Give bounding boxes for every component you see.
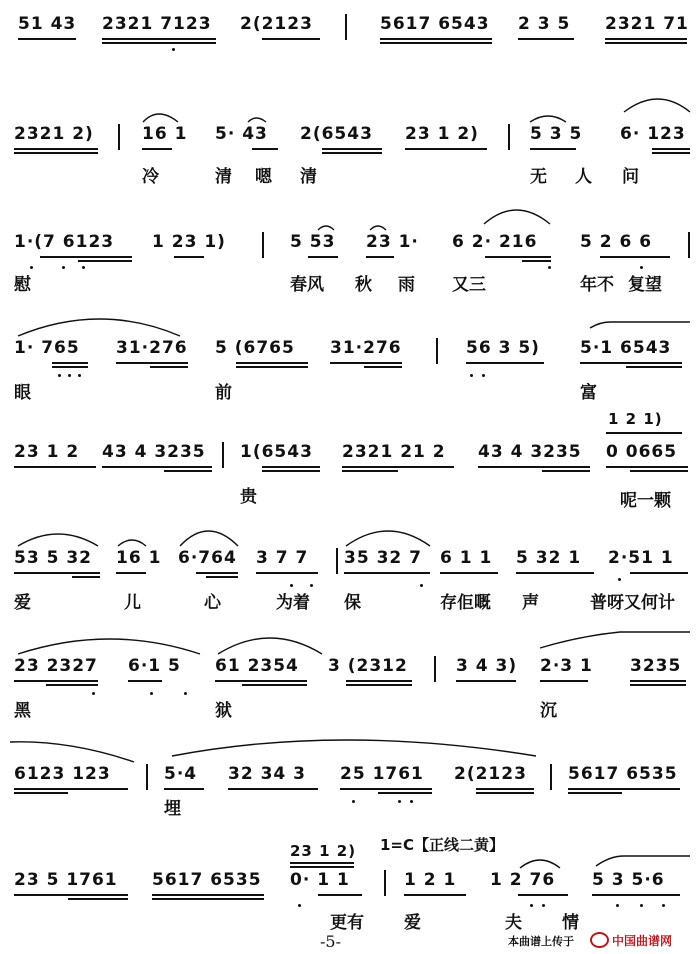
note-group: 1 23 1) xyxy=(152,232,226,252)
lyric-char: 存佢嘅 xyxy=(440,593,491,613)
slur xyxy=(370,226,386,230)
note-group: 2321 21 2 xyxy=(342,442,446,462)
note-group: 43 4 3235 xyxy=(102,442,206,462)
page-number: -5- xyxy=(320,932,341,951)
note-group: 23 2327 xyxy=(14,656,98,676)
lyric-char: 情 xyxy=(562,913,579,933)
note-group: 0 0665 xyxy=(606,442,678,462)
slur xyxy=(180,531,238,546)
note-group: 6· 123 xyxy=(620,124,686,144)
note-group: 23 5 1761 xyxy=(14,870,118,890)
note-group: 5 32 1 xyxy=(516,548,582,568)
note-group: 6·764 xyxy=(178,548,237,568)
note-group: 23 1 2 xyxy=(14,442,80,462)
slur xyxy=(484,210,550,224)
note-group: 2·51 1 xyxy=(608,548,674,568)
slur xyxy=(18,534,98,546)
site-logo-icon xyxy=(590,932,609,948)
note-group: 25 1761 xyxy=(340,764,424,784)
slur xyxy=(218,638,322,654)
note-group: 23 1 2) xyxy=(405,124,479,144)
note-group: 2321 2) xyxy=(14,124,94,144)
note-group: 6 1 1 xyxy=(440,548,493,568)
lyric-char: 埋 xyxy=(164,799,181,819)
lyric-char: 年不 xyxy=(580,275,614,295)
lyric-char: 复望 xyxy=(628,275,662,295)
lyric-char: 呢一颗 xyxy=(620,491,671,511)
slur xyxy=(596,856,690,866)
note-group: 5 2 6 6 xyxy=(580,232,653,252)
note-group: 2 3 5 xyxy=(518,14,571,34)
note-group: 5 53 xyxy=(290,232,336,252)
lyric-char: 秋 xyxy=(355,275,372,295)
lyric-char: 夫 xyxy=(505,913,522,933)
upload-note: 本曲谱上传于 xyxy=(508,935,574,948)
note-group: 3235 xyxy=(630,656,682,676)
note-group: 31·276 xyxy=(330,338,402,358)
note-group: 1·(7 6123 xyxy=(14,232,115,252)
note-group: 5617 6535 xyxy=(152,870,262,890)
note-group: 16 1 xyxy=(116,548,162,568)
note-group: 5617 6535 xyxy=(568,764,678,784)
lyric-char: 富 xyxy=(580,383,597,403)
lyric-char: 雨 xyxy=(398,275,415,295)
note-group: 1· 765 xyxy=(14,338,80,358)
lyric-char: 沉 xyxy=(540,701,557,721)
lyric-char: 黑 xyxy=(14,701,31,721)
lyric-char: 为着 xyxy=(276,593,310,613)
lyric-char: 保 xyxy=(344,593,361,613)
lyric-char: 又三 xyxy=(452,275,486,295)
slur xyxy=(590,322,690,328)
slur xyxy=(346,531,430,546)
lyric-char: 慰 xyxy=(14,275,31,295)
note-group: 2(2123 xyxy=(454,764,527,784)
slur xyxy=(540,632,690,648)
note-group: 5 3 5 xyxy=(530,124,583,144)
note-group: 56 3 5) xyxy=(466,338,540,358)
note-group: 1(6543 xyxy=(240,442,313,462)
lyric-char: 狱 xyxy=(215,701,232,721)
note-group: 16 1 xyxy=(142,124,188,144)
note-group: 53 5 32 xyxy=(14,548,92,568)
note-group: 1 2 1 xyxy=(404,870,457,890)
note-group: 2·3 1 xyxy=(540,656,593,676)
slur xyxy=(624,99,690,112)
note-group: 61 2354 xyxy=(215,656,299,676)
lyric-char: 声 xyxy=(522,593,539,613)
slur xyxy=(143,114,178,122)
note-group: 5617 6543 xyxy=(380,14,490,34)
note-group: 6123 123 xyxy=(14,764,111,784)
note-group: 3 4 3) xyxy=(456,656,518,676)
note-group: 3 7 7 xyxy=(256,548,309,568)
note-group: 2(6543 xyxy=(300,124,373,144)
key-signature: 1=C【正线二黄】 xyxy=(380,836,505,854)
note-group: 5· 43 xyxy=(215,124,268,144)
note-group-above: 23 1 2) xyxy=(290,842,357,860)
slur xyxy=(248,118,266,122)
note-group: 2321 7123 xyxy=(102,14,212,34)
lyric-char: 前 xyxy=(215,383,232,403)
note-group: 51 43 xyxy=(18,14,77,34)
note-group: 1 2 76 xyxy=(490,870,556,890)
note-group: 2321 71 xyxy=(605,14,689,34)
lyric-char: 更有 xyxy=(330,913,364,933)
note-group: 32 34 3 xyxy=(228,764,306,784)
lyric-char: 眼 xyxy=(14,383,31,403)
lyric-char: 心 xyxy=(204,593,221,613)
lyric-char: 清 xyxy=(300,167,317,187)
note-group: 31·276 xyxy=(116,338,188,358)
lyric-char: 嗯 xyxy=(255,167,272,187)
slur xyxy=(172,740,536,756)
note-group: 35 32 7 xyxy=(344,548,422,568)
note-group: 43 4 3235 xyxy=(478,442,582,462)
note-group: 0· 1 1 xyxy=(290,870,350,890)
note-group: 23 1· xyxy=(366,232,419,252)
slur xyxy=(530,116,566,122)
lyric-char: 冷 xyxy=(142,167,159,187)
note-group: 5 (6765 xyxy=(215,338,295,358)
slur xyxy=(18,639,200,654)
slur xyxy=(10,742,134,762)
slur xyxy=(18,319,180,336)
lyric-char: 清 xyxy=(215,167,232,187)
lyric-char: 普呀又何计 xyxy=(590,593,675,613)
note-group: 6·1 5 xyxy=(128,656,181,676)
note-group: 5 3 5·6 xyxy=(592,870,665,890)
slur xyxy=(318,226,334,230)
note-group-above: 1 2 1) xyxy=(608,410,663,428)
lyric-char: 贵 xyxy=(240,487,257,507)
note-group: 5·1 6543 xyxy=(580,338,672,358)
note-group: 3 (2312 xyxy=(328,656,408,676)
lyric-char: 春风 xyxy=(290,275,324,295)
slur xyxy=(118,540,146,546)
note-group: 6 2· 216 xyxy=(452,232,538,252)
slur xyxy=(520,860,560,868)
lyric-char: 爱 xyxy=(404,913,421,933)
lyric-char: 人 xyxy=(575,167,592,187)
lyric-char: 无 xyxy=(530,167,547,187)
lyric-char: 儿 xyxy=(124,593,141,613)
lyric-char: 问 xyxy=(622,167,639,187)
lyric-char: 爱 xyxy=(14,593,31,613)
site-name: 中国曲谱网 xyxy=(612,934,673,948)
note-group: 5·4 xyxy=(164,764,198,784)
note-group: 2(2123 xyxy=(240,14,313,34)
